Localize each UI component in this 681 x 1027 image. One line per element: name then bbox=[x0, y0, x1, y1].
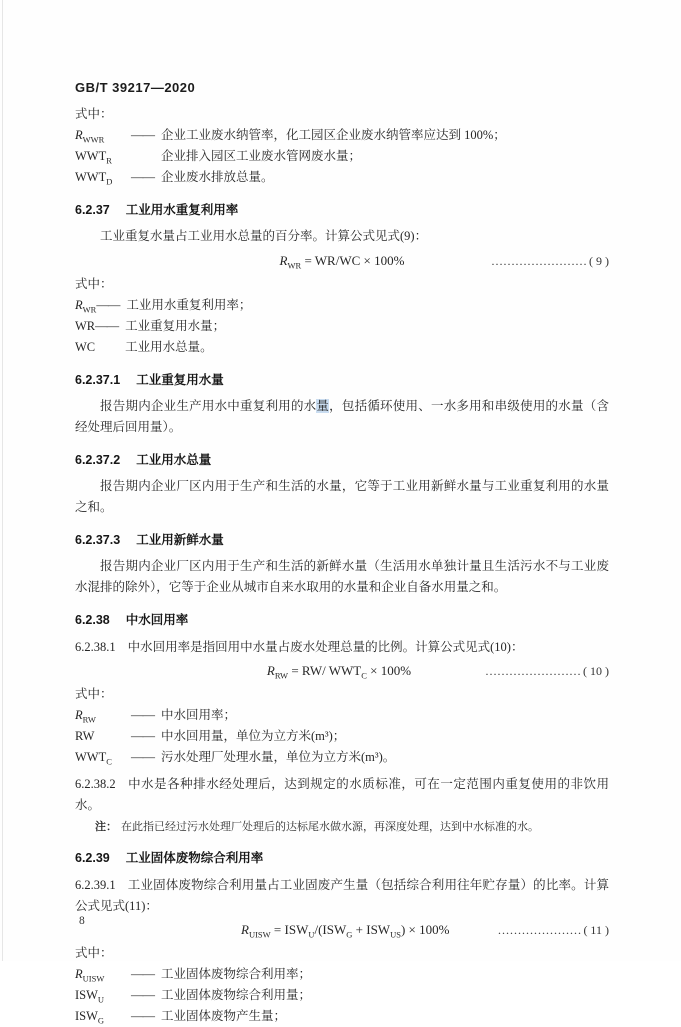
heading-title: 工业用新鲜水量 bbox=[136, 533, 224, 547]
standard-code: GB/T 39217—2020 bbox=[75, 80, 196, 95]
dash: —— bbox=[95, 319, 119, 333]
note-text: 在此指已经过污水处理厂处理后的达标尾水做水源，再深度处理，达到中水标准的水。 bbox=[121, 821, 539, 833]
numbered-paragraph: 6.2.39.1 工业固体废物综合利用量占工业固废产生量（包括综合利用往年贮存量）的比率。计算公式见式(11)： bbox=[75, 878, 609, 913]
section-heading-62373 bbox=[75, 530, 609, 551]
formula-expression: $R_{RW} = RW/$ $WWT_C \times 100\%$ bbox=[266, 663, 412, 681]
paragraph: 报告期内企业厂区内用于生产和生活的水量，它等于工业用新鲜水量与工业重复利用的水量之和。 bbox=[75, 479, 609, 514]
definition-text: 污水处理厂处理水量，单位为立方米(m³)。 bbox=[161, 750, 396, 764]
paragraph-number: 6.2.38.2 bbox=[75, 777, 116, 791]
heading-title: 工业用水总量 bbox=[136, 453, 212, 467]
heading-number: 6.2.37.3 bbox=[75, 533, 121, 547]
where-label: 式中： bbox=[75, 946, 113, 960]
symbol: $ISW_G$ bbox=[75, 1009, 105, 1026]
definition-row bbox=[75, 146, 609, 167]
definition-row bbox=[75, 316, 609, 337]
definition-text: 工业固体废物综合利用量； bbox=[161, 988, 312, 1002]
dash: —— bbox=[131, 967, 154, 981]
formula-10 bbox=[75, 660, 609, 682]
heading-number: 6.2.38 bbox=[75, 613, 110, 627]
definition-text: 工业重复用水量； bbox=[125, 319, 226, 333]
formula-dots: …………………… ( 10 ) bbox=[484, 664, 609, 678]
definition-row bbox=[75, 167, 609, 188]
symbol: $ISW_U$ bbox=[75, 988, 105, 1005]
dash: —— bbox=[131, 988, 154, 1002]
page-content bbox=[75, 104, 609, 1027]
definition-text: 企业废水排放总量。 bbox=[161, 170, 274, 184]
definition-row bbox=[75, 295, 609, 316]
page-number: 8 bbox=[79, 915, 85, 927]
definition-row bbox=[75, 125, 609, 146]
heading-number: 6.2.37.1 bbox=[75, 373, 121, 387]
symbol: $R_{WR}$ bbox=[75, 298, 97, 315]
paragraph: 报告期内企业生产用水中重复利用的水量，包括循环使用、一水多用和串级使用的水量（含经处理后回用量）。 bbox=[75, 399, 609, 434]
definition-text: 企业工业废水纳管率，化工园区企业废水纳管率应达到 100%； bbox=[161, 128, 506, 142]
formula-expression: $R_{UISW} = ISW_U/(ISW_G + ISW_{US}) \times 100\%$ bbox=[240, 922, 450, 940]
definition-text: 中水回用量，单位为立方米(m³)； bbox=[161, 729, 346, 743]
dash: —— bbox=[131, 708, 154, 722]
symbol: $R_{UISW}$ bbox=[75, 967, 105, 984]
symbol: $WWT_R$ bbox=[75, 149, 112, 166]
definition-text: 工业固体废物产生量； bbox=[161, 1009, 287, 1023]
symbol: $R_{WWR}$ bbox=[75, 128, 105, 145]
formula-number: ( 11 ) bbox=[583, 923, 609, 937]
definition-row bbox=[75, 747, 609, 768]
paragraph-number: 6.2.39.1 bbox=[75, 878, 116, 892]
symbol: $WWT_C$ bbox=[75, 750, 112, 767]
dash: —— bbox=[96, 298, 120, 312]
formula-expression: $R_{WR} = WR/WC \times 100\%$ bbox=[279, 253, 405, 271]
heading-title: 工业固体废物综合利用率 bbox=[125, 851, 264, 865]
heading-title: 中水回用率 bbox=[125, 613, 189, 627]
dash: —— bbox=[131, 750, 154, 764]
section-heading-6238 bbox=[75, 610, 609, 631]
definition-row bbox=[75, 337, 609, 358]
section-heading-6239 bbox=[75, 848, 609, 869]
where-label: 式中： bbox=[75, 107, 113, 121]
page-edge-line bbox=[2, 0, 3, 961]
numbered-paragraph: 6.2.38.2 中水是各种排水经处理后，达到规定的水质标准，可在一定范围内重复使用的非饮用水。 bbox=[75, 777, 609, 812]
symbol: $WWT_D$ bbox=[75, 170, 113, 187]
symbol: RW bbox=[75, 729, 95, 743]
formula-number: ( 9 ) bbox=[588, 254, 609, 268]
definition-text: 工业用水重复利用率； bbox=[126, 298, 252, 312]
definition-text: 工业用水总量。 bbox=[125, 340, 213, 354]
formula-11 bbox=[75, 919, 609, 941]
where-label: 式中： bbox=[75, 277, 113, 291]
numbered-paragraph: 6.2.38.1 中水回用率是指回用中水量占废水处理总量的比例。计算公式见式(10)： bbox=[75, 640, 524, 654]
formula-dots: ………………… ( 11 ) bbox=[497, 923, 609, 937]
definition-text: 中水回用率； bbox=[161, 708, 237, 722]
definition-row bbox=[75, 985, 609, 1006]
dash: —— bbox=[131, 128, 154, 142]
heading-number: 6.2.37 bbox=[75, 203, 110, 217]
formula-dots: …………………… ( 9 ) bbox=[490, 254, 609, 268]
where-label: 式中： bbox=[75, 687, 113, 701]
note bbox=[95, 818, 609, 836]
definition-list bbox=[75, 295, 609, 358]
symbol: WR bbox=[75, 319, 96, 333]
section-heading-62371 bbox=[75, 370, 609, 391]
dash: —— bbox=[131, 170, 154, 184]
paragraph: 工业重复水量占工业用水总量的百分率。计算公式见式(9)： bbox=[100, 229, 428, 243]
formula-number: ( 10 ) bbox=[582, 664, 609, 678]
formula-9 bbox=[75, 250, 609, 272]
definition-text: 企业排入园区工业废水管网废水量； bbox=[161, 149, 362, 163]
section-heading-62372 bbox=[75, 450, 609, 471]
dash: —— bbox=[131, 729, 154, 743]
symbol: WC bbox=[75, 340, 96, 354]
heading-number: 6.2.37.2 bbox=[75, 453, 121, 467]
highlighted-text: 量 bbox=[316, 399, 330, 413]
definition-text: 工业固体废物综合利用率； bbox=[161, 967, 312, 981]
note-label: 注： bbox=[95, 821, 117, 833]
heading-title: 工业重复用水量 bbox=[136, 373, 224, 387]
heading-title: 工业用水重复利用率 bbox=[125, 203, 239, 217]
paragraph: 报告期内企业厂区内用于生产和生活的新鲜水量（生活用水单独计量且生活污水不与工业废水混排的除外），它等于企业从城市自来水取用的水量和企业自备水用量之和。 bbox=[75, 559, 609, 594]
definition-row bbox=[75, 964, 609, 985]
definition-row bbox=[75, 705, 609, 726]
symbol: $R_{RW}$ bbox=[75, 708, 96, 725]
paragraph-number: 6.2.38.1 bbox=[75, 640, 116, 654]
definition-row bbox=[75, 726, 609, 747]
section-heading-6237 bbox=[75, 200, 609, 221]
heading-number: 6.2.39 bbox=[75, 851, 110, 865]
definition-row bbox=[75, 1006, 609, 1027]
dash: —— bbox=[131, 1009, 154, 1023]
